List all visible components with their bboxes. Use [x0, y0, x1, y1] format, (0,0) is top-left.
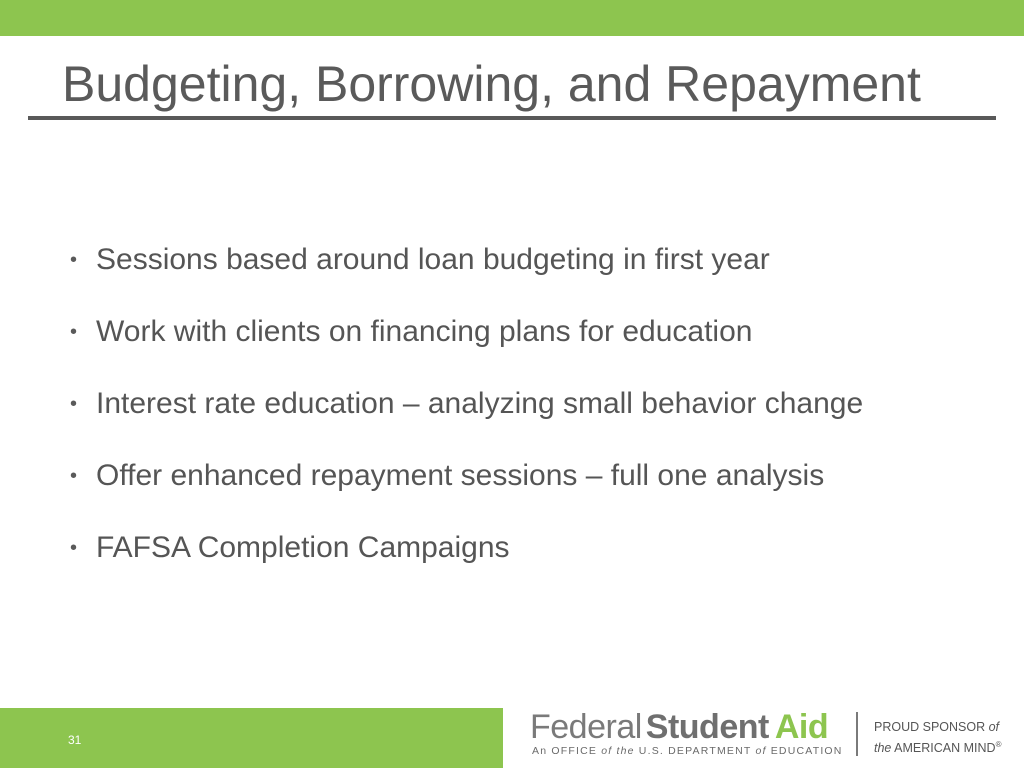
sponsor-line-2-main: AMERICAN MIND: [891, 741, 996, 756]
bullet-icon: •: [70, 393, 78, 415]
sponsor-line-2-the: the: [874, 741, 892, 756]
bullet-icon: •: [70, 321, 78, 343]
tagline-of-2: of: [755, 745, 767, 757]
logo-divider: [856, 712, 858, 756]
registered-mark: ®: [995, 740, 1002, 749]
bullet-text: Offer enhanced repayment sessions – full one analysis: [96, 459, 825, 492]
bullet-item: [70, 440, 863, 512]
bullet-item: [70, 296, 863, 368]
logo-tagline: [532, 745, 843, 757]
bullet-text: Sessions based around loan budgeting in first year: [96, 243, 770, 276]
tagline-of: of: [601, 745, 613, 757]
logo-student-text: Student: [645, 708, 769, 746]
federal-student-aid-logo: [530, 707, 850, 763]
logo-federal-text: Federal: [530, 708, 642, 746]
bullet-text: Interest rate education – analyzing small behavior change: [96, 387, 864, 420]
sponsor-line-1-main: PROUD SPONSOR: [874, 720, 989, 734]
bullet-text: FAFSA Completion Campaigns: [96, 531, 510, 564]
sponsor-line-1: [874, 719, 1001, 736]
tagline-middle: U.S. DEPARTMENT: [638, 745, 756, 757]
page-number: 31: [68, 733, 82, 747]
tagline-the: the: [612, 745, 639, 757]
slide-title: Budgeting, Borrowing, and Repayment: [62, 56, 921, 112]
bullet-icon: •: [70, 537, 78, 559]
title-underline: [28, 116, 996, 120]
logo-aid-text: Aid: [774, 708, 829, 746]
bullet-item: [70, 368, 863, 440]
sponsor-tagline: [874, 719, 1001, 757]
bullet-item: [70, 512, 863, 584]
bullet-icon: •: [70, 249, 78, 271]
top-accent-bar: [0, 0, 1024, 36]
sponsor-line-1-of: of: [988, 720, 1000, 734]
sponsor-line-2: [874, 736, 1001, 757]
bullet-item: [70, 224, 863, 296]
bullet-icon: •: [70, 465, 78, 487]
bullet-list: [70, 224, 863, 584]
tagline-prefix: An OFFICE: [532, 745, 602, 757]
logo-wordmark: [530, 707, 828, 747]
tagline-suffix: EDUCATION: [766, 745, 843, 757]
bullet-text: Work with clients on financing plans for education: [96, 315, 753, 348]
